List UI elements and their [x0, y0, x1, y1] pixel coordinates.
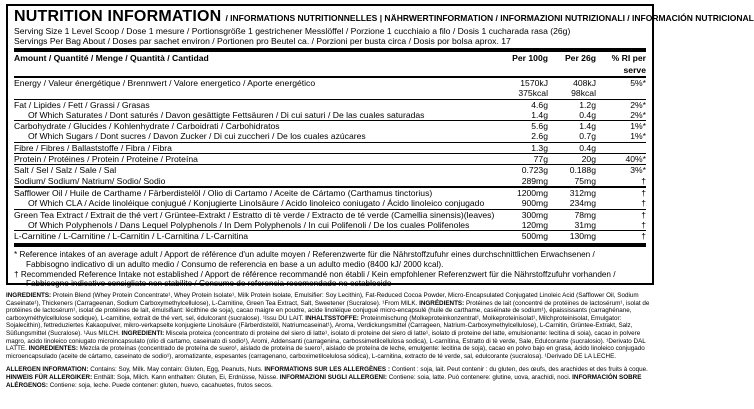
per-100g-value: 900mg	[521, 198, 548, 209]
table-row	[14, 154, 646, 164]
allergen-label-fr: INFORMATIONS SUR LES ALLERGÈNES :	[264, 366, 390, 374]
ri-value: †	[641, 209, 646, 220]
table-row	[14, 143, 646, 153]
ingredients-en: Protein Blend (Whey Protein Concentrate¹, Whey Protein Isolate¹, Milk Protein Isolate, Emulsifier: Soy Lecithin), Fat-Reduced Cocoa Powder, Micro-Encapsulated Conjugated Linoleic Acid (Safflower Oil, Sodium Caseinate¹), Thickeners (Carrageenan, Sodium Carboxymethylcellulose), L-Carnitine, Green Tea Extract, Salt, Sweetener (Sucralose). ¹From MILK.	[6, 292, 639, 307]
ingredients-fr: Protéines de lait (concentré de protéines de lactosérum¹, isolat de protéines de lactosérum¹, isolat de protéines de lait, émulsifiant: lécithine de soja), cacao maigre en poudre, acide linoléique conjugué micro-encapsulé (huile de carthame, caséinate de sodium¹), épaississants (carraghénane, carboxyméthylcellulose sodique), L-carnitine, extrait de thé vert, sel, édulcorant (sucralose). ¹Issu DU LAIT.	[6, 299, 650, 322]
ingredients-label-en: INGREDIENTS:	[6, 292, 52, 299]
ingredients-label-de: INHALTSSTOFFE:	[305, 314, 359, 322]
per-26g-value: 78mg	[574, 209, 596, 220]
per-26g-value: 312mg	[569, 187, 596, 198]
per-26g-value: 0.188g	[569, 165, 596, 176]
nutrition-subtitle: / INFORMATIONS NUTRITIONNELLES | NÄHRWERTINFORMATION / INFORMAZIONI NUTRIZIONALI / INFORMACIÓN NUTRICIONAL	[225, 13, 754, 23]
row-label: Of Which Polyphenols / Dans Lequel Polyphenols / In Dem Polyphenols / In cui Polifenoli / De los cuales Polifenoles	[28, 219, 470, 230]
per-100g-value: 289mg	[521, 175, 548, 186]
per-100g-value: 500mg	[521, 231, 548, 242]
ri-value: 2%*	[630, 99, 646, 110]
per-26g-value: 20g	[581, 154, 596, 165]
allergen-it: Contiene: soia, latte. Può contenere: glutine, uova, arachidi, noci.	[388, 373, 571, 381]
nutrition-rows	[14, 78, 646, 247]
ri-value: 2%*	[630, 109, 646, 120]
footnotes	[14, 250, 646, 288]
nutrition-title: NUTRITION INFORMATION	[14, 8, 222, 25]
ri-value: †	[641, 231, 646, 242]
per-26g-value: 0.4g	[579, 142, 596, 153]
row-label: Salt / Sel / Salz / Sale / Sal	[14, 165, 117, 176]
table-row	[14, 78, 646, 88]
allergen-fr: Contient : soja, lait. Peut contenir : du gluten, des œufs, des arachides et des fruits à coque.	[391, 366, 648, 374]
per-100g-value: 1200mg	[516, 187, 548, 198]
row-label-empty	[14, 88, 500, 98]
column-header-amount: Amount / Quantité / Menge / Quantità / Cantidad	[14, 53, 209, 63]
row-label: Carbohydrate / Glucides / Kohlenhydrate / Carboidrati / Carbohidratos	[14, 121, 280, 132]
table-row	[14, 220, 646, 230]
table-header	[14, 52, 646, 76]
ingredients-es: Mezcla de proteínas (concentrado de proteína de suero¹, aislado de proteína de suero¹, aislado de proteína de leche, emulgente: lecitina de soja), cacao en polvo bajo en grasa, ácido linoleico conjugado microencapsulado (aceite de cártamo, caseinato de sodio¹), aromatizante, espesantes (carragenano, carboximetilcelulosa sódica), L-carnitina, extracto de té verde, sal, edulcorante (sucralosa). ¹Derivado DE LA LECHE.	[6, 345, 645, 360]
allergen-label-es: INFORMACIÓN SOBRE ALÉRGENOS:	[6, 373, 642, 389]
table-row	[14, 121, 646, 131]
per-26g-value: 1.4g	[579, 121, 596, 132]
table-row	[14, 110, 646, 120]
per-100g-value: 120mg	[521, 219, 548, 230]
ingredients-label-it: INGREDIENTI:	[121, 329, 165, 337]
table-row	[14, 231, 646, 241]
ri-value: †	[641, 187, 646, 198]
per-26g-value: 0.4g	[579, 109, 596, 120]
row-label: Fibre / Fibres / Ballaststoffe / Fibra / Fibra	[14, 142, 172, 153]
per-100g-value: 0.723g	[521, 165, 548, 176]
ingredients-it: Miscela proteica (concentrato di proteine del siero di latte¹, isolato di proteine del siero di latte¹, isolato di proteine del latte, emulsionante: lecitina di soia), cacao in polvere magro, acido linoleico coniugato microincapsulato (olio di cartamo, caseinato di sodio¹), Aromi, Addensanti (carragenina, carbossimetilcellulosa sodica), L-carnitina, Estratto di tè verde, Sale, Edulcorante (sucralosio). ¹Derivato DAL LATTE.	[6, 329, 646, 353]
per-100g-value: 77g	[533, 154, 548, 165]
table-row	[14, 131, 646, 141]
allergen-es: Contiene: soja, leche. Puede contener: gluten, huevo, cacahuetes, frutos secos.	[49, 381, 273, 389]
per-100g-value: 2.6g	[531, 131, 548, 142]
column-header-per26: Per 26g	[564, 53, 596, 63]
per-26g-value: 31mg	[574, 219, 596, 230]
table-row	[14, 165, 646, 175]
per-100g-value: 1570kJ	[520, 78, 548, 88]
footnote-ri-cont: Fabbisogno indicativo di un adulto medio / Consumo de referencia en base a un adulto medio (8400 kJ/ 2000 kcal).	[26, 260, 444, 270]
table-row	[14, 198, 646, 208]
ingredients-de: Proteinmischung (Molkeproteinkonzentrat¹, Molkeproteinisolat¹, Milchproteinisolat, Emulgator: Sojalecithin), fettreduziertes Kakaopulver, mikro-verkapselte konjugierte Linolsäure (Färberdistelöl, Natriumcaseinat¹), Aroma, Verdickungsmittel (Carrageen, Natrium-Carboxymethylcellulose), L-Carnitin, Grüntee-Extrakt, Salz, Süßungsmittel (Sucralose). ¹Aus MILCH.	[6, 314, 633, 337]
row-label: Green Tea Extract / Extrait de thé vert / Grüntee-Extrakt / Estratto di tè verde / Extracto de té verde (Camellia sinensis)(leaves)	[14, 209, 495, 220]
ri-value: 3%*	[630, 165, 646, 176]
ri-value	[596, 143, 646, 153]
table-row	[14, 100, 646, 110]
ingredients-label-fr: INGRÉDIENTS:	[419, 299, 465, 307]
per-100g-value: 5.6g	[531, 121, 548, 132]
divider	[14, 243, 646, 247]
per-26g-value: 1.2g	[579, 99, 596, 110]
ingredients-block	[6, 292, 654, 389]
row-label: Fat / Lipides / Fett / Grassi / Grasas	[14, 99, 150, 110]
allergen-label-en: ALLERGEN INFORMATION:	[6, 366, 89, 374]
table-row	[14, 176, 646, 186]
per-26g-value: 130mg	[569, 231, 596, 242]
column-header-ri: % RI per serve	[611, 53, 646, 75]
table-row	[14, 88, 646, 98]
allergen-text	[6, 366, 654, 389]
per-26g-value: 75mg	[574, 175, 596, 186]
per-100g-value: 300mg	[521, 209, 548, 220]
title-row	[14, 8, 754, 26]
ri-empty	[596, 88, 646, 98]
allergen-label-it: INFORMAZIONI SUGLI ALLERGENI:	[279, 373, 387, 381]
per-100g-value: 4.6g	[531, 99, 548, 110]
ri-value: 1%*	[630, 131, 646, 142]
footnote-ri: * Reference intakes of an average adult / Apport de référence d'un adulte moyen / Referenzwerte für die Nährstoffzufuhr eines durchschnittlichen Erwachsenen /	[14, 250, 595, 260]
footnote-dagger-cont: Fabbisogno indicativo consigliato non stabilito / Consumo de referencia recomendado no establecido	[26, 279, 392, 289]
table-row	[14, 210, 646, 220]
row-label: Of Which Saturates / Dont saturés / Davon gesättigte Fettsäuren / Di cui saturi / De las cuales saturadas	[28, 109, 425, 120]
allergen-en: Contains: Soy, Milk. May contain: Gluten, Egg, Peanuts, Nuts.	[90, 366, 263, 374]
row-label: Of Which Sugars / Dont sucres / Davon Zucker / Di cui zuccheri / De los cuales azúcares	[28, 131, 366, 142]
ingredients-label-es: INGREDIENTES:	[28, 345, 78, 353]
row-label: L-Carnitine / L-Carnitine / L-Carnitin / L-Carnitina / L-Carnitina	[14, 231, 249, 242]
ingredients-text	[6, 292, 654, 360]
per-100g-kcal: 375kcal	[518, 88, 548, 99]
ri-value: 1%*	[630, 121, 646, 132]
row-label: Protein / Protéines / Protein / Proteine / Proteína	[14, 154, 198, 165]
per-26g-kcal: 98kcal	[571, 88, 596, 99]
allergen-label-de: HINWEIS FÜR ALLERGIKER:	[6, 373, 93, 381]
servings-per-bag: Servings Per Bag About / Doses par sachet environ / Portionen pro Beutel ca. / Porzioni per busta circa / Dosis por bolsa aprox. 17	[14, 36, 511, 46]
per-26g-value: 408kJ	[573, 78, 596, 88]
per-100g-value: 1.3g	[531, 142, 548, 153]
serving-size: Serving Size 1 Level Scoop / Dose 1 mesure / Portionsgröße 1 gestrichener Messlöffel / Porzione 1 cucchiaio a filo / Dosis 1 cucharada rasa (26g)	[14, 26, 571, 36]
ri-value: 5%*	[630, 78, 646, 88]
per-100g-value: 1.4g	[531, 109, 548, 120]
ri-value: †	[641, 175, 646, 186]
footnote-dagger: † Recommended Reference Intake not established / Apport de référence recommandé non établi / Kein empfohlener Referenzwert für die Nährstoffzufuhr vorhanden /	[14, 269, 616, 279]
row-label: Of Which CLA / Acide linoléique conjugué / Konjugierte Linolsäure / Acido linoleico coniugato / Ácido linoleico conjugado	[28, 198, 485, 209]
per-26g-value: 234mg	[569, 198, 596, 209]
table-row	[14, 188, 646, 198]
row-label: Energy / Valeur énergétique / Brennwert / Valore energetico / Aporte energético	[14, 78, 316, 88]
row-label: Sodium/ Sodium/ Natrium/ Sodio/ Sodio	[14, 175, 166, 186]
per-26g-value: 0.7g	[579, 131, 596, 142]
nutrition-panel	[6, 4, 754, 289]
ri-value: †	[641, 219, 646, 230]
column-header-per100: Per 100g	[512, 53, 548, 63]
allergen-de: Enthält: Soja, Milch. Kann enthalten: Gluten, Ei, Erdnüsse, Nüsse.	[93, 373, 279, 381]
ri-value: †	[641, 198, 646, 209]
ri-value: 40%*	[625, 154, 646, 165]
row-label: Safflower Oil / Huile de Carthame / Färberdistelöl / Olio di Cartamo / Aceite de Cártamo (Carthamus tinctorius)	[14, 187, 433, 198]
